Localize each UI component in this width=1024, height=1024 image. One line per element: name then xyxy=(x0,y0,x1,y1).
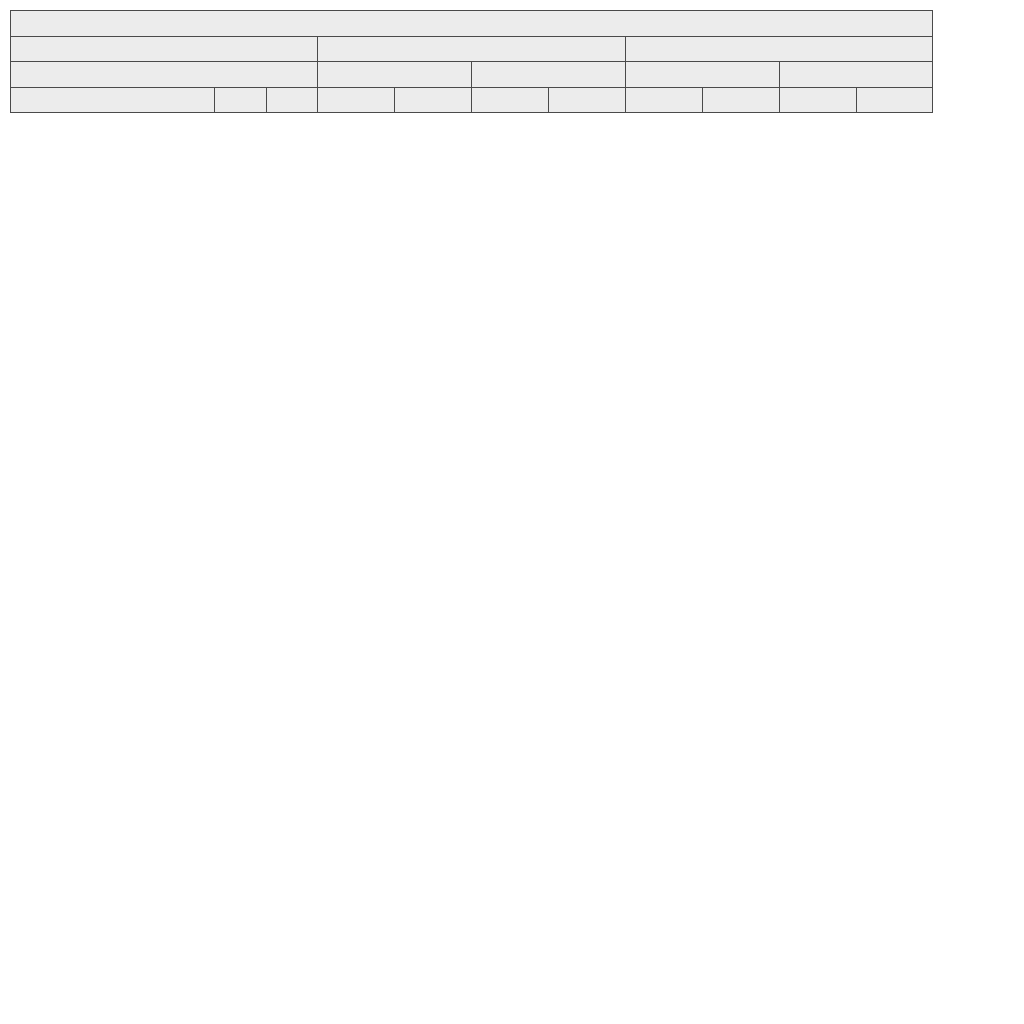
std-high-mode-header xyxy=(780,62,933,88)
avg-high-mode-header xyxy=(472,62,626,88)
col-header-freq xyxy=(267,87,318,113)
date-range xyxy=(11,36,318,62)
std-low-mode-header xyxy=(626,62,780,88)
colorbar-gradient xyxy=(952,30,964,372)
avg-low-mode-header xyxy=(318,62,472,88)
col-header-avg-low-oblique-2 xyxy=(395,87,472,113)
average-header xyxy=(318,36,626,62)
col-header-id xyxy=(215,87,267,113)
col-header-avg-high-oblique-1 xyxy=(472,87,549,113)
table-title xyxy=(11,11,933,37)
col-header-avg-high-oblique-2 xyxy=(549,87,626,113)
col-header-std-high-oblique-1 xyxy=(780,87,857,113)
colorbar xyxy=(944,24,1022,394)
col-header-city xyxy=(11,87,215,113)
std-dev-header xyxy=(626,36,933,62)
col-header-std-low-oblique-1 xyxy=(626,87,703,113)
col-header-avg-low-oblique-1 xyxy=(318,87,395,113)
col-header-std-high-oblique-2 xyxy=(857,87,933,113)
site-info-header xyxy=(11,62,318,88)
col-header-std-low-oblique-2 xyxy=(703,87,780,113)
stats-table xyxy=(10,10,933,113)
